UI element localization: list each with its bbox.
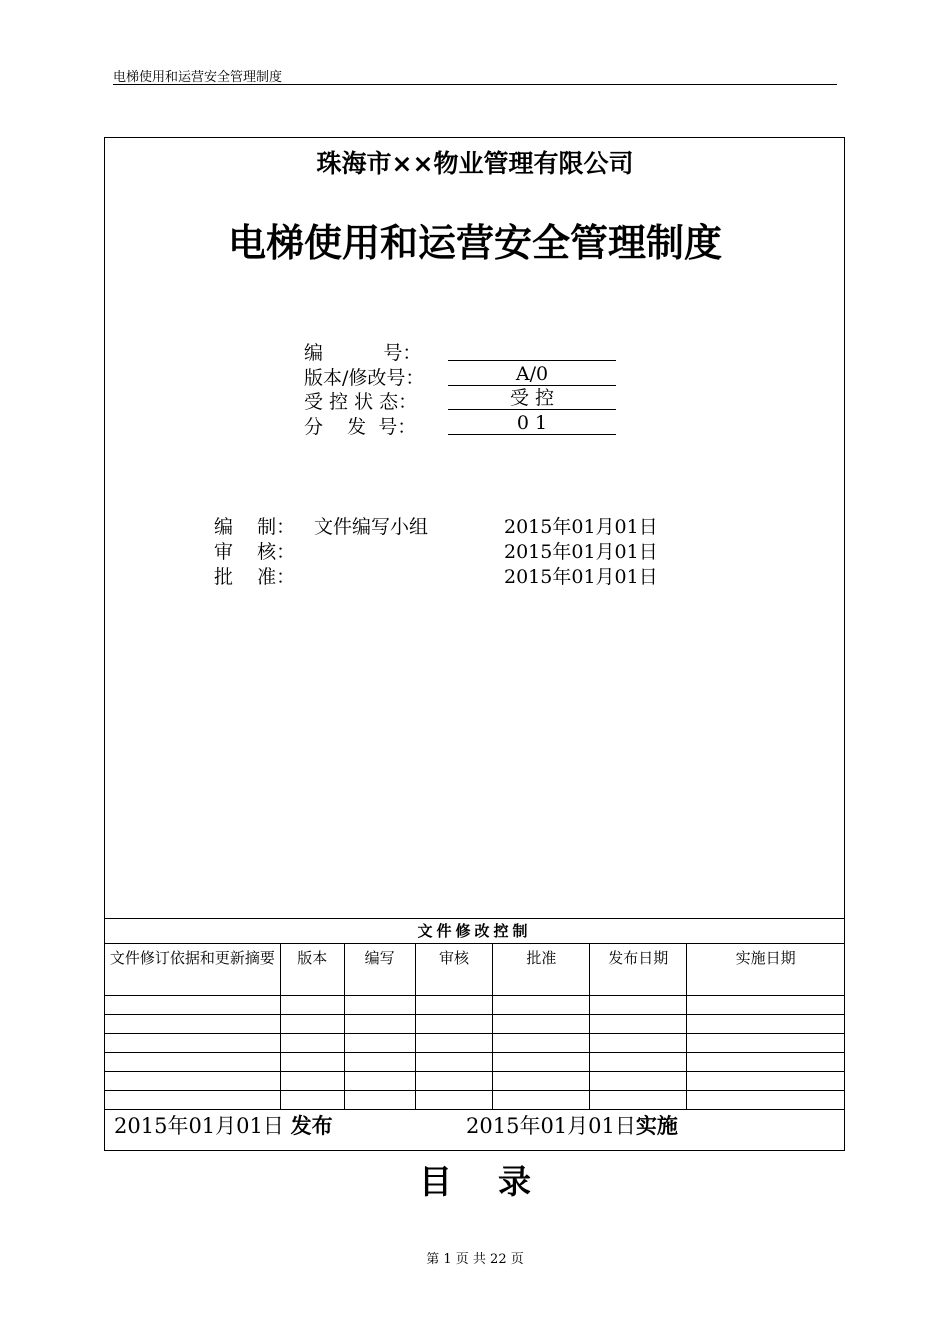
column-header: 实施日期 xyxy=(687,944,845,996)
table-cell xyxy=(590,1015,687,1034)
table-caption: 文件修改控制 xyxy=(105,919,845,944)
table-row xyxy=(105,1053,845,1072)
table-cell xyxy=(280,1015,344,1034)
column-header: 发布日期 xyxy=(590,944,687,996)
table-cell xyxy=(415,1034,493,1053)
table-cell xyxy=(415,1072,493,1091)
table-cell xyxy=(344,996,415,1015)
table-cell xyxy=(280,996,344,1015)
table-cell xyxy=(280,1034,344,1053)
column-header: 版本 xyxy=(280,944,344,996)
table-cell xyxy=(493,1053,590,1072)
meta-label: 分 发 号： xyxy=(304,416,417,438)
table-cell xyxy=(687,996,845,1015)
signature-date: 2015年01月01日 xyxy=(504,566,658,588)
toc-title: 目 录 xyxy=(419,1162,531,1201)
meta-value: A/0 xyxy=(448,363,616,386)
table-cell xyxy=(687,1072,845,1091)
table-cell xyxy=(493,1091,590,1110)
company-name: 珠海市××物业管理有限公司 xyxy=(316,149,634,178)
table-cell xyxy=(344,1072,415,1091)
table-row xyxy=(105,1034,845,1053)
meta-label: 受 控 状 态： xyxy=(304,391,418,413)
table-cell xyxy=(590,1034,687,1053)
table-cell xyxy=(344,1091,415,1110)
table-cell xyxy=(415,1053,493,1072)
column-header: 审核 xyxy=(415,944,493,996)
table-cell xyxy=(687,1015,845,1034)
table-cell xyxy=(493,996,590,1015)
table-cell xyxy=(590,996,687,1015)
meta-label: 版本/修改号： xyxy=(304,367,425,389)
table-cell xyxy=(105,1053,281,1072)
table-row xyxy=(105,996,845,1015)
meta-value: 0 1 xyxy=(448,412,616,435)
column-header: 批准 xyxy=(493,944,590,996)
table-cell xyxy=(105,1091,281,1110)
meta-value: 受 控 xyxy=(448,387,616,410)
table-cell xyxy=(105,1015,281,1034)
table-cell xyxy=(415,1015,493,1034)
table-cell xyxy=(493,1034,590,1053)
table-cell xyxy=(280,1053,344,1072)
meta-label: 编 号： xyxy=(304,342,422,364)
column-header: 编写 xyxy=(344,944,415,996)
release-line xyxy=(114,1110,333,1140)
table-cell xyxy=(105,996,281,1015)
table-cell xyxy=(415,1091,493,1110)
signature-date: 2015年01月01日 xyxy=(504,516,658,538)
table-cell xyxy=(280,1072,344,1091)
table-cell xyxy=(493,1072,590,1091)
signature-label: 批 准： xyxy=(214,566,296,588)
signature-label: 审 核： xyxy=(214,541,296,563)
table-cell xyxy=(590,1053,687,1072)
table-cell xyxy=(344,1034,415,1053)
table-cell xyxy=(493,1015,590,1034)
running-header: 电梯使用和运营安全管理制度 xyxy=(113,70,283,85)
table-cell xyxy=(105,1072,281,1091)
table-row xyxy=(105,1072,845,1091)
table-cell xyxy=(687,1034,845,1053)
table-cell xyxy=(344,1015,415,1034)
header-rule xyxy=(113,84,837,85)
page-number: 第 1 页 共 22 页 xyxy=(426,1252,524,1267)
release-label: 发布 xyxy=(290,1114,333,1138)
signature-date: 2015年01月01日 xyxy=(504,541,658,563)
table-cell xyxy=(280,1091,344,1110)
column-header: 文件修订依据和更新摘要 xyxy=(105,944,281,996)
table-cell xyxy=(344,1053,415,1072)
document-title: 电梯使用和运营安全管理制度 xyxy=(227,221,722,265)
signature-value: 文件编写小组 xyxy=(314,516,429,538)
table-cell xyxy=(590,1072,687,1091)
effective-date: 2015年01月01日 xyxy=(466,1114,636,1138)
table-cell xyxy=(590,1091,687,1110)
table-row xyxy=(105,1091,845,1110)
table-cell xyxy=(105,1034,281,1053)
table-cell xyxy=(687,1091,845,1110)
release-date: 2015年01月01日 xyxy=(114,1114,284,1138)
signature-label: 编 制： xyxy=(214,516,296,538)
revision-control-table xyxy=(104,918,845,1110)
table-cell xyxy=(687,1053,845,1072)
table-row xyxy=(105,1015,845,1034)
effective-label: 实施 xyxy=(635,1114,678,1138)
meta-value xyxy=(448,338,616,361)
effective-line xyxy=(466,1110,678,1140)
table-cell xyxy=(415,996,493,1015)
